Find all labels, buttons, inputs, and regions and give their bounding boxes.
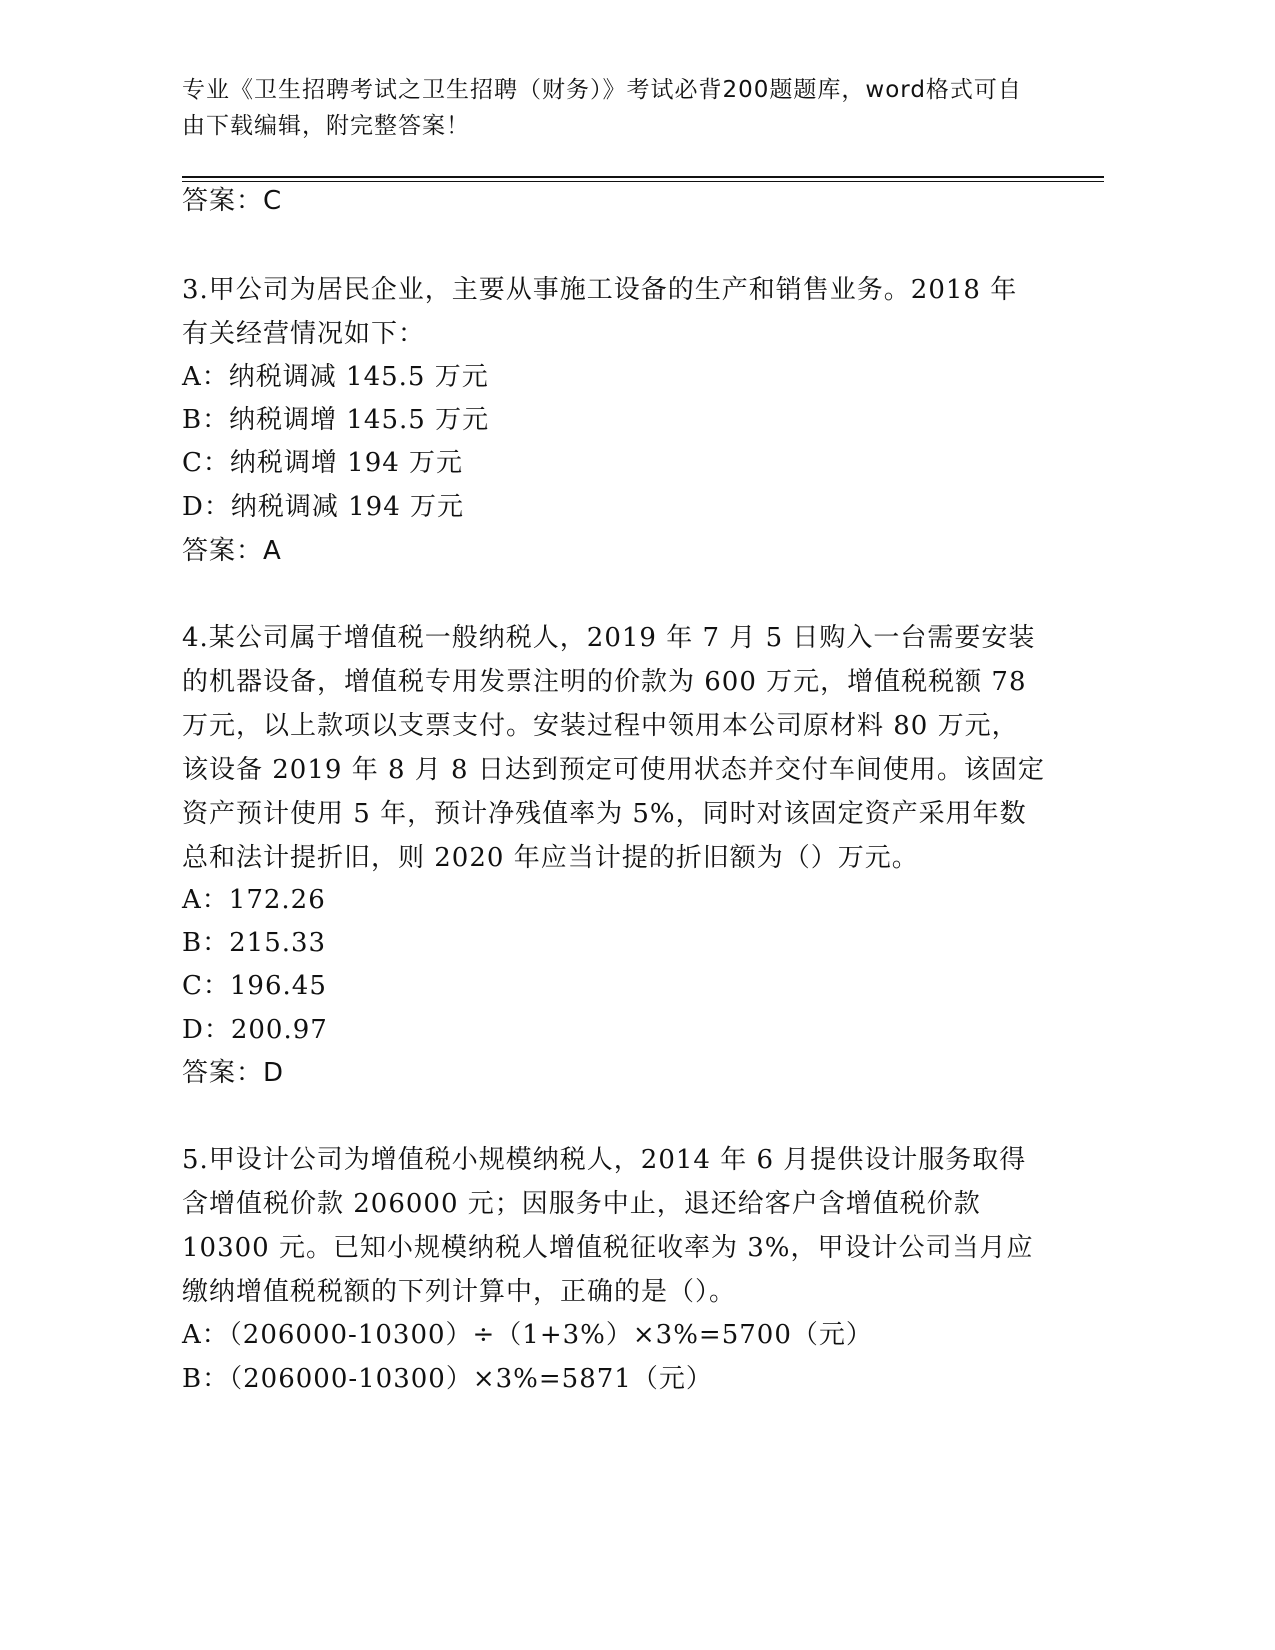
previous-answer: 答案：C [182, 186, 283, 216]
question-4-line: 资产预计使用 5 年，预计净残值率为 5%，同时对该固定资产采用年数 [182, 799, 1027, 829]
question-5-line: 含增值税价款 206000 元；因服务中止，退还给客户含增值税价款 [182, 1189, 981, 1219]
question-4-line: 万元，以上款项以支票支付。安装过程中领用本公司原材料 80 万元， [182, 711, 1019, 741]
question-4-option-a: A：172.26 [182, 885, 326, 915]
document-header [182, 72, 1032, 144]
question-4-stem [182, 616, 1045, 880]
question-4-line: 的机器设备，增值税专用发票注明的价款为 600 万元，增值税税额 78 [182, 667, 1027, 697]
question-5-line: 5.甲设计公司为增值税小规模纳税人，2014 年 6 月提供设计服务取得 [182, 1145, 1027, 1175]
question-4-answer: 答案：D [182, 1058, 285, 1088]
question-4-line: 该设备 2019 年 8 月 8 日达到预定可使用状态并交付车间使用。该固定 [182, 755, 1045, 785]
header-line-2: 由下载编辑，附完整答案！ [182, 113, 470, 139]
question-3-stem [182, 268, 1042, 356]
header-divider-thick [182, 176, 1104, 178]
question-5-line: 10300 元。已知小规模纳税人增值税征收率为 3%，甲设计公司当月应 [182, 1233, 1034, 1263]
question-4-option-b: B：215.33 [182, 928, 327, 958]
question-3-answer: 答案：A [182, 536, 282, 566]
question-4-line: 4.某公司属于增值税一般纳税人，2019 年 7 月 5 日购入一台需要安装 [182, 623, 1036, 653]
question-3-line: 有关经营情况如下： [182, 319, 426, 349]
question-5-option-b: B：（206000-10300）×3%=5871（元） [182, 1364, 713, 1394]
question-5-stem [182, 1138, 1042, 1314]
question-3-option-c: C：纳税调增 194 万元 [182, 448, 464, 478]
header-divider-thin [182, 181, 1104, 182]
question-4-option-c: C：196.45 [182, 971, 327, 1001]
header-line-1: 专业《卫生招聘考试之卫生招聘（财务）》考试必背200题题库，word格式可自 [182, 77, 1022, 103]
question-3-line: 3.甲公司为居民企业，主要从事施工设备的生产和销售业务。2018 年 [182, 275, 1018, 305]
question-5-line: 缴纳增值税税额的下列计算中，正确的是（）。 [182, 1277, 737, 1307]
question-4-line: 总和法计提折旧，则 2020 年应当计提的折旧额为（）万元。 [182, 843, 919, 873]
question-3-option-b: B：纳税调增 145.5 万元 [182, 405, 490, 435]
question-3-option-d: D：纳税调减 194 万元 [182, 492, 465, 522]
question-3-option-a: A：纳税调减 145.5 万元 [182, 362, 489, 392]
question-4-option-d: D：200.97 [182, 1015, 328, 1045]
question-5-option-a: A：（206000-10300）÷（1+3%）×3%=5700（元） [182, 1320, 873, 1350]
